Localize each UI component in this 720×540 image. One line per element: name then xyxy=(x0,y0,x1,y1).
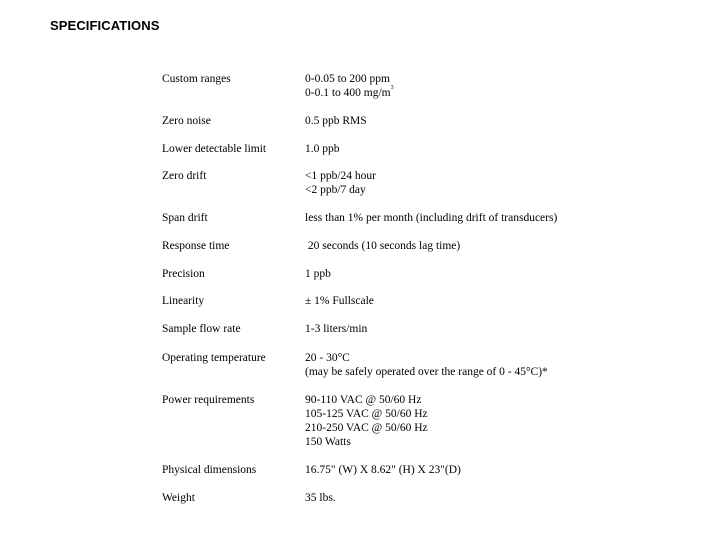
spec-label: Custom ranges xyxy=(162,73,231,85)
spec-value xyxy=(305,393,428,449)
spec-value xyxy=(305,211,557,225)
spec-label: Zero drift xyxy=(162,170,207,182)
spec-value-line: less than 1% per month (including drift of transducers) xyxy=(305,212,558,224)
spec-value xyxy=(305,351,548,379)
spec-value xyxy=(305,239,460,253)
spec-value-line: 1 ppb xyxy=(305,268,331,280)
spec-value-line: 150 Watts xyxy=(305,436,351,448)
spec-label: Power requirements xyxy=(162,394,255,406)
spec-label: Operating temperature xyxy=(162,352,266,364)
spec-value xyxy=(305,72,394,100)
spec-value-line: 1.0 ppb xyxy=(305,143,340,155)
spec-value xyxy=(305,322,367,336)
spec-label: Weight xyxy=(162,492,195,504)
spec-value-line: <2 ppb/7 day xyxy=(305,184,366,196)
spec-value-text: 0-0.1 to 400 mg/m xyxy=(305,87,391,99)
spec-label: Zero noise xyxy=(162,115,211,127)
spec-value xyxy=(305,114,367,128)
spec-value xyxy=(305,169,376,197)
page-heading: SPECIFICATIONS xyxy=(50,18,160,33)
spec-value-line: 0-0.05 to 200 ppm xyxy=(305,73,390,85)
spec-value-line: 105-125 VAC @ 50/60 Hz xyxy=(305,408,428,420)
spec-value-line: <1 ppb/24 hour xyxy=(305,170,377,182)
spec-label: Lower detectable limit xyxy=(162,143,267,155)
spec-label: Response time xyxy=(162,240,230,252)
spec-label: Span drift xyxy=(162,212,208,224)
spec-label: Sample flow rate xyxy=(162,323,241,335)
spec-value-line: 0.5 ppb RMS xyxy=(305,115,367,127)
spec-label: Linearity xyxy=(162,295,205,307)
spec-value-line: 210-250 VAC @ 50/60 Hz xyxy=(305,422,428,434)
spec-value xyxy=(305,491,336,505)
spec-value-line: 16.75" (W) X 8.62" (H) X 23"(D) xyxy=(305,464,461,476)
spec-value xyxy=(305,463,461,477)
spec-value xyxy=(305,294,374,308)
spec-value-line: 1-3 liters/min xyxy=(305,323,368,335)
spec-value-line: 20 seconds (10 seconds lag time) xyxy=(305,240,461,252)
spec-value-line: 90-110 VAC @ 50/60 Hz xyxy=(305,394,422,406)
spec-value-line: (may be safely operated over the range of 0 - 45°C)* xyxy=(305,366,548,378)
spec-value xyxy=(305,267,331,281)
spec-label: Precision xyxy=(162,268,205,280)
spec-value-line-with-superscript xyxy=(305,86,394,100)
spec-value-line: 35 lbs. xyxy=(305,492,336,504)
superscript: 3 xyxy=(390,85,394,91)
spec-value xyxy=(305,142,340,156)
spec-label: Physical dimensions xyxy=(162,464,257,476)
spec-value-line: ± 1% Fullscale xyxy=(305,295,374,307)
spec-value-line: 20 - 30°C xyxy=(305,352,350,364)
